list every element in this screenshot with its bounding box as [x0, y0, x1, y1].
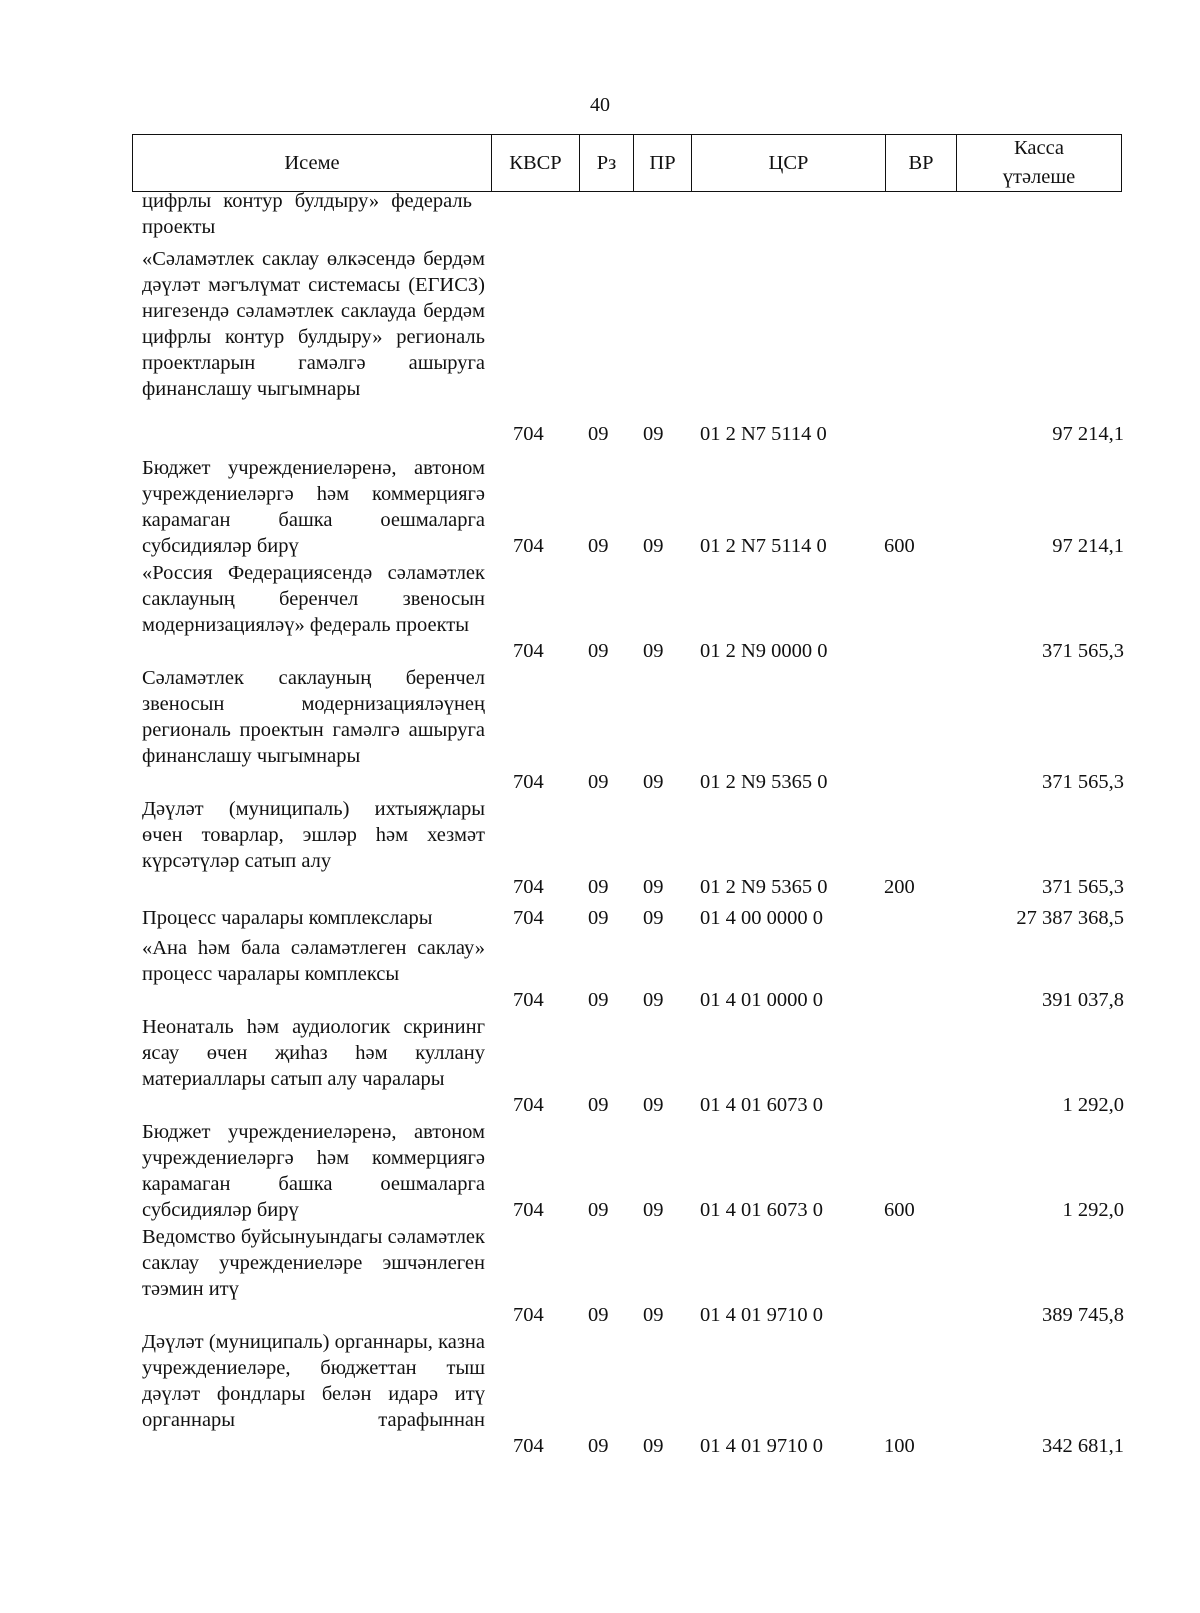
row-kvsr: 704 [513, 423, 544, 445]
row-kvsr: 704 [513, 1199, 544, 1221]
row-rz: 09 [588, 771, 609, 793]
row-sum: 389 745,8 [1042, 1304, 1124, 1326]
row-pr: 09 [643, 876, 664, 898]
row-csr: 01 2 N9 5365 0 [700, 771, 828, 793]
row-rz: 09 [588, 876, 609, 898]
page-number: 40 [590, 94, 610, 116]
row-csr: 01 4 00 0000 0 [700, 907, 823, 929]
row-kvsr: 704 [513, 771, 544, 793]
row-kvsr: 704 [513, 535, 544, 557]
header-pr: ПР [633, 135, 691, 191]
row-name: Дәүләт (муниципаль) органнары, казна учреждениеләре, бюджеттан тыш дәүләт фондлары белән идарә итү органнары тарафыннан [142, 1331, 485, 1431]
row-pr: 09 [643, 423, 664, 445]
row-name: Дәүләт (муниципаль) ихтыяҗлары өчен товарлар, эшләр һәм хезмәт күрсәтүләр сатып алу [142, 798, 485, 872]
row-sum: 342 681,1 [1042, 1435, 1124, 1457]
row-vr: 100 [884, 1435, 915, 1457]
row-kvsr: 704 [513, 876, 544, 898]
row-csr: 01 2 N7 5114 0 [700, 535, 827, 557]
row-csr: 01 4 01 9710 0 [700, 1435, 823, 1457]
row-name: цифрлы контур булдыру» федераль проекты [142, 190, 472, 238]
header-sum-line2: үтәлеше [1002, 166, 1076, 188]
row-sum: 27 387 368,5 [1016, 907, 1124, 929]
header-rz: Рз [579, 135, 633, 191]
row-rz: 09 [588, 423, 609, 445]
row-rz: 09 [588, 1199, 609, 1221]
row-rz: 09 [588, 535, 609, 557]
row-kvsr: 704 [513, 1435, 544, 1457]
row-name: «Сәламәтлек саклау өлкәсендә бердәм дәүләт мәгълүмат системасы (ЕГИСЗ) нигезендә сәламәтлек саклауда бердәм цифрлы контур булдыру» региональ проектларын гамәлгә ашыруга финанслашу чыгымнары [142, 248, 485, 400]
row-pr: 09 [643, 535, 664, 557]
header-name: Исеме [284, 151, 340, 174]
row-name: Ведомство буйсынуындагы сәламәтлек саклау учреждениеләре эшчәнлеген тәэмин итү [142, 1226, 485, 1300]
row-vr: 200 [884, 876, 915, 898]
row-kvsr: 704 [513, 640, 544, 662]
row-sum: 97 214,1 [1052, 535, 1124, 557]
row-rz: 09 [588, 989, 609, 1011]
row-sum: 371 565,3 [1042, 640, 1124, 662]
header-csr: ЦСР [691, 135, 885, 191]
row-pr: 09 [643, 771, 664, 793]
row-sum: 391 037,8 [1042, 989, 1124, 1011]
row-pr: 09 [643, 907, 664, 929]
row-kvsr: 704 [513, 1094, 544, 1116]
row-csr: 01 4 01 9710 0 [700, 1304, 823, 1326]
row-csr: 01 2 N9 5365 0 [700, 876, 828, 898]
table-header [132, 134, 1122, 192]
row-name: Неонаталь һәм аудиологик скрининг ясау өчен җиһаз һәм куллану материаллары сатып алу чаралары [142, 1016, 485, 1090]
row-csr: 01 2 N9 0000 0 [700, 640, 828, 662]
row-vr: 600 [884, 1199, 915, 1221]
row-rz: 09 [588, 1304, 609, 1326]
row-name: Сәламәтлек саклауның беренчел звеносын модернизацияләүнең региональ проектын гамәлгә ашыруга финанслашу чыгымнары [142, 667, 485, 767]
row-pr: 09 [643, 1199, 664, 1221]
row-name: Процесс чаралары комплекслары [142, 907, 433, 929]
row-kvsr: 704 [513, 1304, 544, 1326]
row-kvsr: 704 [513, 907, 544, 929]
row-kvsr: 704 [513, 989, 544, 1011]
row-sum: 1 292,0 [1062, 1199, 1124, 1221]
row-sum: 1 292,0 [1062, 1094, 1124, 1116]
row-csr: 01 4 01 6073 0 [700, 1199, 823, 1221]
row-name: «Россия Федерациясендә сәламәтлек саклауның беренчел звеносын модернизацияләү» федераль проекты [142, 562, 485, 636]
row-sum: 97 214,1 [1052, 423, 1124, 445]
header-vr: ВР [885, 135, 956, 191]
row-csr: 01 2 N7 5114 0 [700, 423, 827, 445]
row-pr: 09 [643, 1435, 664, 1457]
row-name: «Ана һәм бала сәламәтлеген саклау» процесс чаралары комплексы [142, 937, 485, 985]
row-pr: 09 [643, 989, 664, 1011]
row-csr: 01 4 01 6073 0 [700, 1094, 823, 1116]
row-vr: 600 [884, 535, 915, 557]
row-pr: 09 [643, 1304, 664, 1326]
row-rz: 09 [588, 640, 609, 662]
row-rz: 09 [588, 907, 609, 929]
row-sum: 371 565,3 [1042, 876, 1124, 898]
row-name: Бюджет учреждениеләренә, автоном учреждениеләргә һәм коммерциягә карамаган башка оешмаларга субсидияләр бирү [142, 457, 485, 557]
row-name: Бюджет учреждениеләренә, автоном учреждениеләргә һәм коммерциягә карамаган башка оешмаларга субсидияләр бирү [142, 1121, 485, 1221]
header-sum [956, 135, 1121, 191]
header-kvsr: КВСР [491, 135, 579, 191]
row-csr: 01 4 01 0000 0 [700, 989, 823, 1011]
row-rz: 09 [588, 1094, 609, 1116]
row-pr: 09 [643, 640, 664, 662]
row-pr: 09 [643, 1094, 664, 1116]
row-rz: 09 [588, 1435, 609, 1457]
row-sum: 371 565,3 [1042, 771, 1124, 793]
header-sum-line1: Касса [1013, 137, 1065, 159]
